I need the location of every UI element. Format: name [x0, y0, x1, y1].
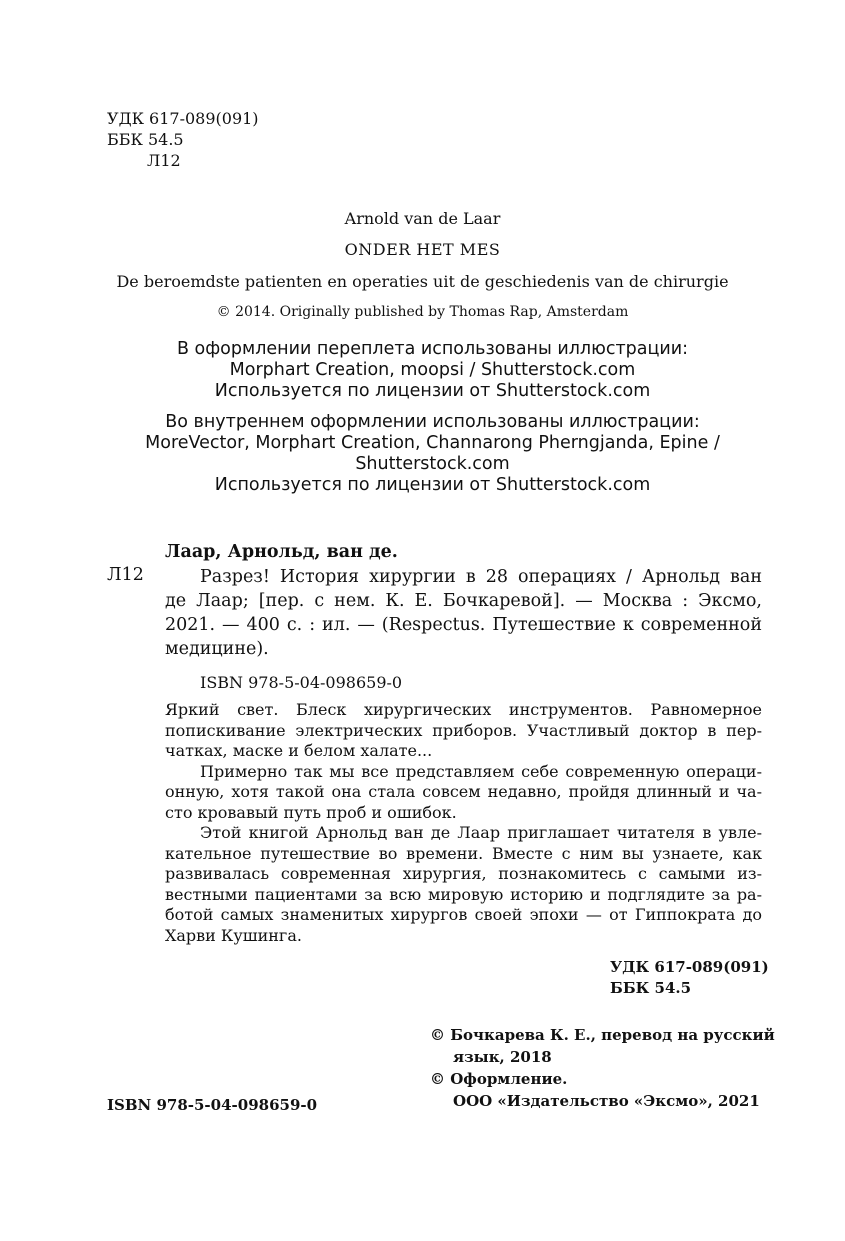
bottom-udk: УДК 617-089(091) [610, 958, 769, 976]
bib-isbn: ISBN 978-5-04-098659-0 [200, 673, 403, 692]
annotation-line: кательное путешествие во времени. Вместе с ним вы узнаете, как [165, 843, 762, 863]
original-copyright: © 2014. Originally published by Thomas Rap, Amsterdam [216, 304, 629, 320]
footer-isbn: ISBN 978-5-04-098659-0 [107, 1096, 318, 1114]
classification-codes [107, 108, 259, 171]
copyright-notices [430, 1024, 775, 1112]
annotation [165, 700, 762, 946]
interior-credits-line: Во внутреннем оформлении использованы иллюстрации: [165, 412, 700, 432]
bib-line: Разрез! История хирургии в 28 операциях / Арнольд ван [200, 567, 762, 587]
original-author: Arnold van de Laar [344, 209, 501, 228]
copyright-translation: © Бочкарева К. Е., перевод на русский [430, 1026, 775, 1044]
annotation-line: развивалась современная хирургия, познакомитесь с самыми из- [165, 864, 762, 883]
annotation-line: ботой самых знаменитых хирургов своей эпохи — от Гиппократа до [165, 905, 762, 924]
annotation-line: онную, хотя такой она стала совсем недавно, пройдя длинный и ча- [165, 782, 762, 801]
author-sign: Л12 [147, 151, 181, 170]
bottom-bbk: ББК 54.5 [610, 979, 692, 997]
bbk-code: ББК 54.5 [107, 130, 184, 149]
cover-credits-line: Используется по лицензии от Shutterstock.com [214, 381, 651, 401]
original-title: ONDER HET MES [344, 240, 501, 259]
bib-line: де Лаар; [пер. с нем. К. Е. Бочкаревой]. — Москва : Эксмо, [165, 591, 762, 611]
annotation-line: попискивание электрических приборов. Участливый доктор в пер- [165, 720, 762, 740]
udk-code: УДК 617-089(091) [107, 109, 259, 128]
annotation-line: вестными пациентами за всю мировую историю и подглядите за ра- [165, 884, 762, 904]
annotation-line: сто кровавый путь проб и ошибок. [165, 802, 457, 822]
cover-credits-line: В оформлении переплета использованы иллюстрации: [176, 339, 689, 359]
interior-credits [100, 412, 765, 496]
copyright-design: © Оформление. [430, 1070, 568, 1088]
bib-description [165, 565, 762, 661]
annotation-line: Примерно так мы все представляем себе современную операци- [200, 761, 762, 781]
copyright-translation-cont: язык, 2018 [453, 1048, 552, 1066]
bottom-codes [610, 957, 769, 999]
cover-credits-line: Morphart Creation, moopsi / Shutterstock.com [229, 360, 636, 380]
interior-credits-line: Используется по лицензии от Shutterstock.com [214, 475, 651, 495]
bib-sign: Л12 [107, 565, 144, 585]
annotation-line: Яркий свет. Блеск хирургических инструментов. Равномерное [165, 700, 762, 719]
bib-line: 2021. — 400 с. : ил. — (Respectus. Путешествие к современной [165, 615, 762, 635]
interior-credits-line: MoreVector, Morphart Creation, Channarong Pherngjanda, Epine / [145, 433, 720, 453]
annotation-line: чатках, маске и белом халате... [165, 741, 433, 760]
interior-credits-line: Shutterstock.com [355, 454, 510, 474]
bib-line: медицине). [165, 639, 269, 659]
bib-heading: Лаар, Арнольд, ван де. [165, 542, 398, 562]
cover-credits [100, 339, 765, 402]
annotation-line: Этой книгой Арнольд ван де Лаар приглашает читателя в увле- [200, 823, 762, 842]
copyright-publisher: ООО «Издательство «Эксмо», 2021 [453, 1092, 760, 1110]
annotation-line: Харви Кушинга. [165, 925, 302, 945]
original-subtitle: De beroemdste patienten en operaties uit de geschiedenis van de chirurgie [116, 272, 729, 291]
